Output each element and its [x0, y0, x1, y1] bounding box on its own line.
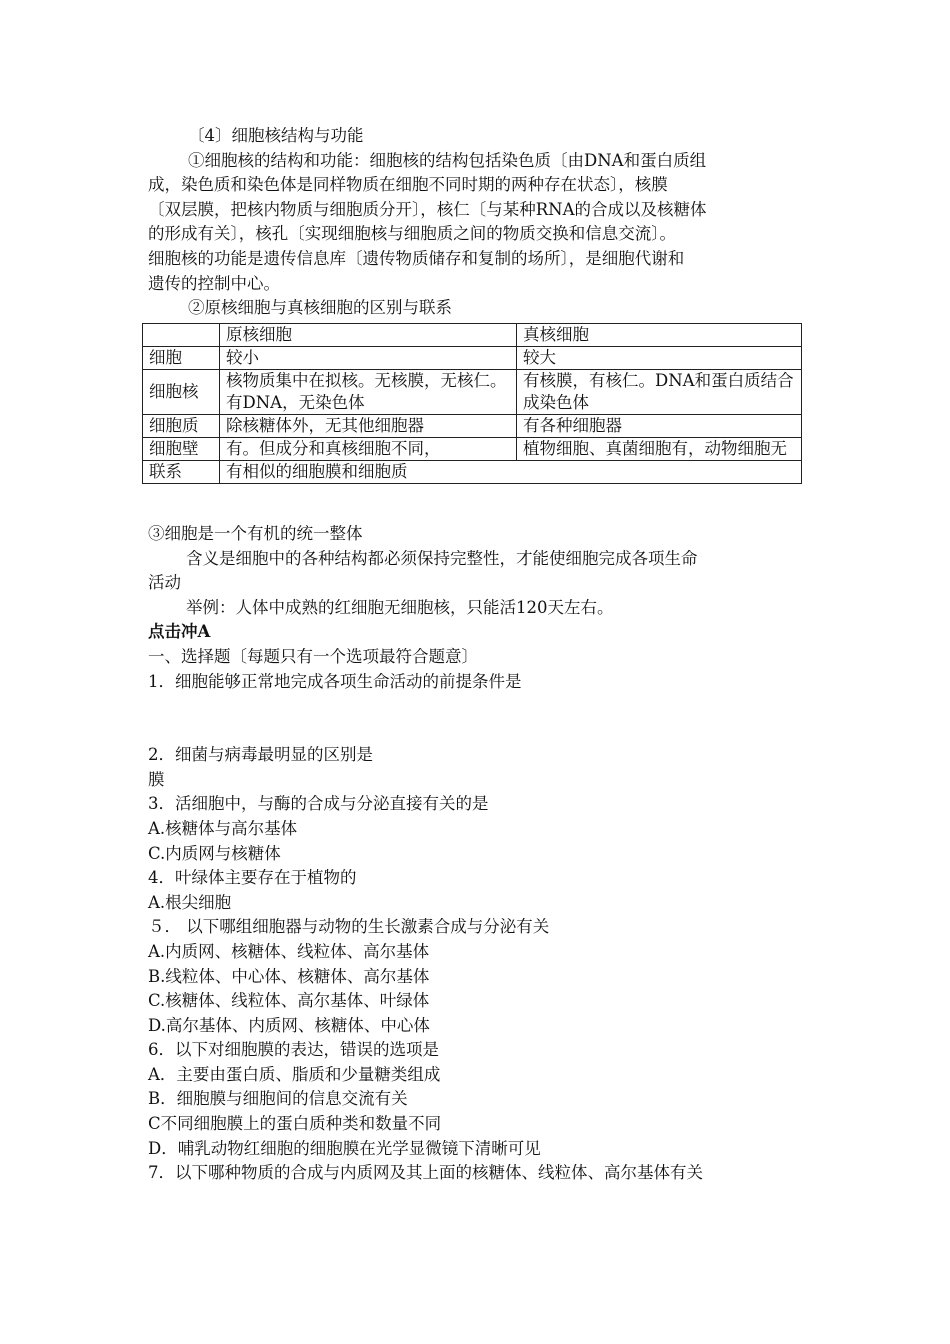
question-5: ５． 以下哪组细胞器与动物的生长激素合成与分泌有关	[148, 917, 550, 937]
row-label: 细胞	[143, 347, 220, 370]
row-label: 细胞核	[143, 370, 220, 415]
row-label: 细胞质	[143, 415, 220, 438]
paragraph-line: 细胞核的功能是遗传信息库〔遗传物质储存和复制的场所〕，是细胞代谢和	[148, 248, 685, 268]
row-label: 联系	[143, 461, 220, 484]
cell-nucleus-section	[148, 124, 808, 321]
paragraph-line: 的形成有关〕，核孔〔实现细胞核与细胞质之间的物质交换和信息交流〕。	[148, 224, 676, 244]
example-line: 举例：人体中成熟的红细胞无细胞核，只能活120天左右。	[186, 597, 614, 617]
table-row	[143, 415, 802, 438]
prokaryote-cell: 除核糖体外，无其他细胞器	[220, 415, 517, 438]
option-item: C.核糖体、线粒体、高尔基体、叶绿体	[148, 991, 430, 1011]
table-header-row	[143, 324, 802, 347]
option-item: A．主要由蛋白质、脂质和少量糖类组成	[148, 1064, 441, 1084]
table-row	[143, 370, 802, 415]
eukaryote-cell: 有各种细胞器	[517, 415, 802, 438]
comparison-table	[142, 323, 802, 484]
unity-line: 含义是细胞中的各种结构都必须保持完整性，才能使细胞完成各项生命	[186, 548, 698, 568]
eukaryote-cell: 有核膜，有核仁。DNA和蛋白质结合成染色体	[517, 370, 802, 415]
unity-title: ③细胞是一个有机的统一整体	[148, 524, 363, 543]
option-item: D.高尔基体、内质网、核糖体、中心体	[148, 1015, 430, 1035]
option-item: C.内质网与核糖体	[148, 843, 281, 863]
paragraph-line: 〔双层膜，把核内物质与细胞质分开〕，核仁〔与某种RNA的合成以及核糖体	[148, 199, 707, 219]
eukaryote-cell: 较大	[517, 347, 802, 370]
section-title: 〔4〕细胞核结构与功能	[188, 126, 364, 145]
option-item: C不同细胞膜上的蛋白质种类和数量不同	[148, 1114, 442, 1134]
eukaryote-cell: 植物细胞、真菌细胞有，动物细胞无	[517, 438, 802, 461]
question-1: 1．细胞能够正常地完成各项生命活动的前提条件是	[148, 671, 522, 691]
blank-space	[148, 694, 808, 743]
paragraph-line: 成，染色质和染色体是同样物质在细胞不同时期的两种存在状态〕，核膜	[148, 175, 668, 195]
shared-cell: 有相似的细胞膜和细胞质	[220, 461, 802, 484]
prokaryote-cell: 较小	[220, 347, 517, 370]
option-item: B．细胞膜与细胞间的信息交流有关	[148, 1089, 408, 1109]
option-item: D．哺乳动物红细胞的细胞膜在光学显微镜下清晰可见	[148, 1138, 541, 1158]
header-cell	[143, 324, 220, 347]
unity-and-questions	[148, 522, 808, 1186]
practice-title: 点击冲A	[148, 622, 211, 642]
option-item: A.内质网、核糖体、线粒体、高尔基体	[148, 941, 430, 961]
question-3: 3．活细胞中，与酶的合成与分泌直接有关的是	[148, 794, 489, 814]
option-item: A.核糖体与高尔基体	[148, 818, 298, 838]
table-row	[143, 461, 802, 484]
header-cell: 真核细胞	[517, 324, 802, 347]
table-row	[143, 347, 802, 370]
table-title: ②原核细胞与真核细胞的区别与联系	[188, 298, 452, 318]
question-2-fragment: 膜	[148, 769, 165, 789]
question-2: 2．细菌与病毒最明显的区别是	[148, 745, 373, 765]
prokaryote-cell: 核物质集中在拟核。无核膜，无核仁。有DNA，无染色体	[220, 370, 517, 415]
question-6: 6．以下对细胞膜的表达，错误的选项是	[148, 1040, 439, 1060]
question-7: 7．以下哪种物质的合成与内质网及其上面的核糖体、线粒体、高尔基体有关	[148, 1163, 703, 1183]
unity-line: 活动	[148, 573, 181, 593]
section-one-heading: 一、选择题〔每题只有一个选项最符合题意〕	[148, 646, 478, 666]
paragraph-line: 遗传的控制中心。	[148, 273, 280, 293]
prokaryote-cell: 有。但成分和真核细胞不同，	[220, 438, 517, 461]
table-row	[143, 438, 802, 461]
header-cell: 原核细胞	[220, 324, 517, 347]
option-item: B.线粒体、中心体、核糖体、高尔基体	[148, 966, 430, 986]
question-4: 4．叶绿体主要存在于植物的	[148, 868, 357, 888]
paragraph-line: ①细胞核的结构和功能：细胞核的结构包括染色质〔由DNA和蛋白质组	[188, 150, 707, 170]
option-item: A.根尖细胞	[148, 892, 232, 912]
row-label: 细胞壁	[143, 438, 220, 461]
